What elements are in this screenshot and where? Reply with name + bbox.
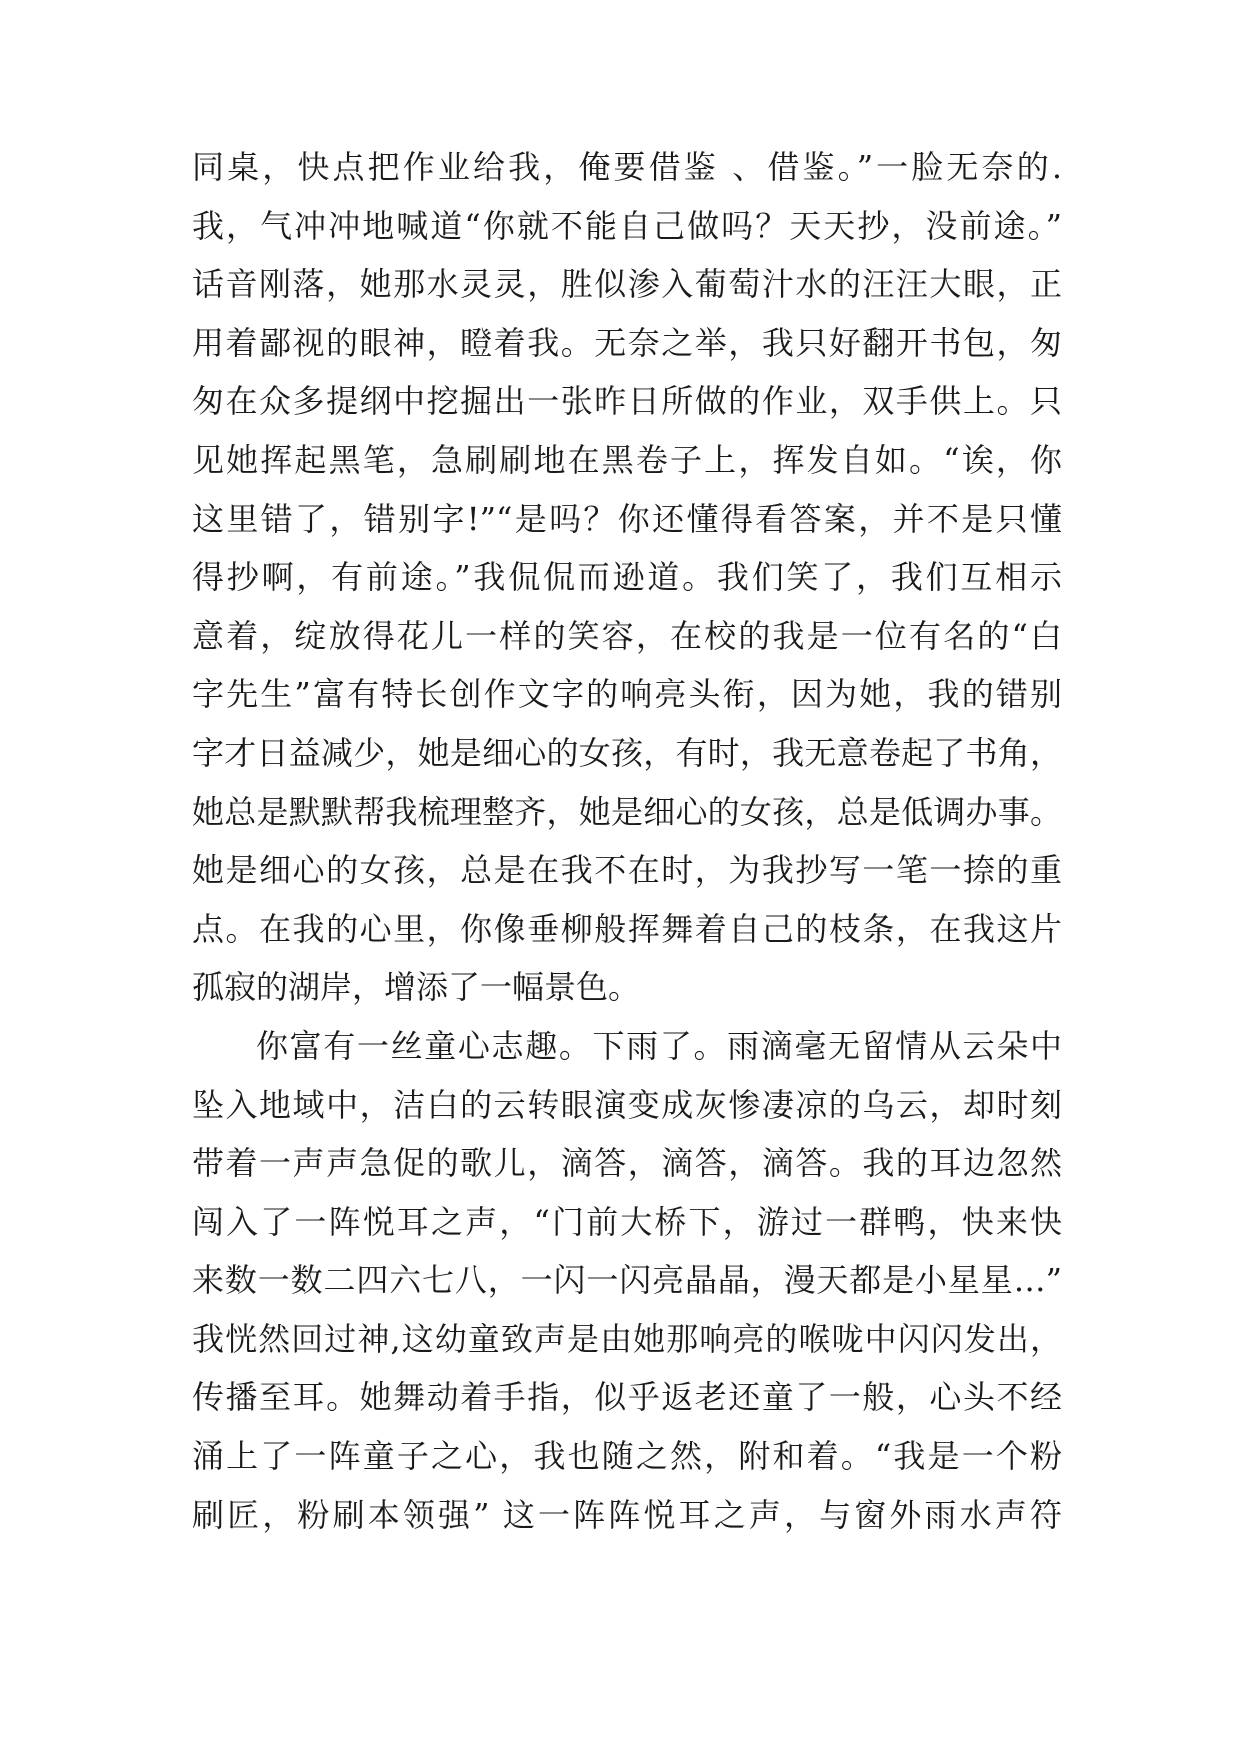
- text-line: 坠入地域中，洁白的云转眼演变成灰惨凄凉的乌云，却时刻: [192, 1085, 1062, 1124]
- text-line: 字先生”富有特长创作文字的响亮头衔，因为她，我的错别: [192, 675, 1062, 714]
- text-line: 点。在我的心里，你像垂柳般挥舞着自己的枝条，在我这片: [192, 909, 1062, 948]
- text-line: 用着鄙视的眼神，瞪着我。无奈之举，我只好翻开书包，匆: [192, 323, 1062, 362]
- text-line: 得抄啊，有前途。”我侃侃而逊道。我们笑了，我们互相示: [192, 558, 1062, 597]
- text-line: 她总是默默帮我梳理整齐，她是细心的女孩，总是低调办事。: [192, 792, 1062, 831]
- text-line: 来数一数二四六七八，一闪一闪亮晶晶，漫天都是小星星…”: [192, 1261, 1062, 1300]
- text-line: 我，气冲冲地喊道“你就不能自己做吗？天天抄，没前途。”: [192, 206, 1062, 245]
- text-line: 你富有一丝童心志趣。下雨了。雨滴毫无留情从云朵中: [256, 1026, 1062, 1065]
- paragraph-2: [192, 1017, 1062, 1544]
- text-line: 涌上了一阵童子之心，我也随之然，附和着。“我是一个粉: [192, 1437, 1062, 1476]
- body-text: [192, 138, 1062, 1544]
- text-line: 同桌，快点把作业给我，俺要借鉴 、借鉴。”一脸无奈的.: [192, 148, 1062, 186]
- text-line: 话音刚落，她那水灵灵，胜似渗入葡萄汁水的汪汪大眼，正: [192, 265, 1062, 304]
- text-line: 带着一声声急促的歌儿，滴答，滴答，滴答。我的耳边忽然: [192, 1144, 1062, 1183]
- text-line: 闯入了一阵悦耳之声，“门前大桥下，游过一群鸭，快来快: [192, 1202, 1062, 1241]
- text-line: 匆在众多提纲中挖掘出一张昨日所做的作业，双手供上。只: [192, 382, 1062, 421]
- text-line: 我恍然回过神,这幼童致声是由她那响亮的喉咙中闪闪发出，: [192, 1319, 1062, 1358]
- text-line: 意着，绽放得花儿一样的笑容，在校的我是一位有名的“白: [192, 616, 1062, 655]
- text-line: 传播至耳。她舞动着手指，似乎返老还童了一般，心头不经: [192, 1378, 1062, 1417]
- text-line: 见她挥起黑笔，急刷刷地在黑卷子上，挥发自如。“诶，你: [192, 440, 1062, 479]
- paragraph-1: [192, 138, 1062, 1017]
- text-line: 这里错了，错别字!”“是吗？你还懂得看答案，并不是只懂: [192, 499, 1062, 538]
- text-line: 她是细心的女孩，总是在我不在时，为我抄写一笔一捺的重: [192, 851, 1062, 890]
- text-line: 孤寂的湖岸，增添了一幅景色。: [192, 968, 641, 1007]
- text-line: 刷匠，粉刷本领强” 这一阵阵悦耳之声，与窗外雨水声符: [192, 1495, 1062, 1534]
- text-line: 字才日益减少，她是细心的女孩，有时，我无意卷起了书角，: [192, 733, 1062, 772]
